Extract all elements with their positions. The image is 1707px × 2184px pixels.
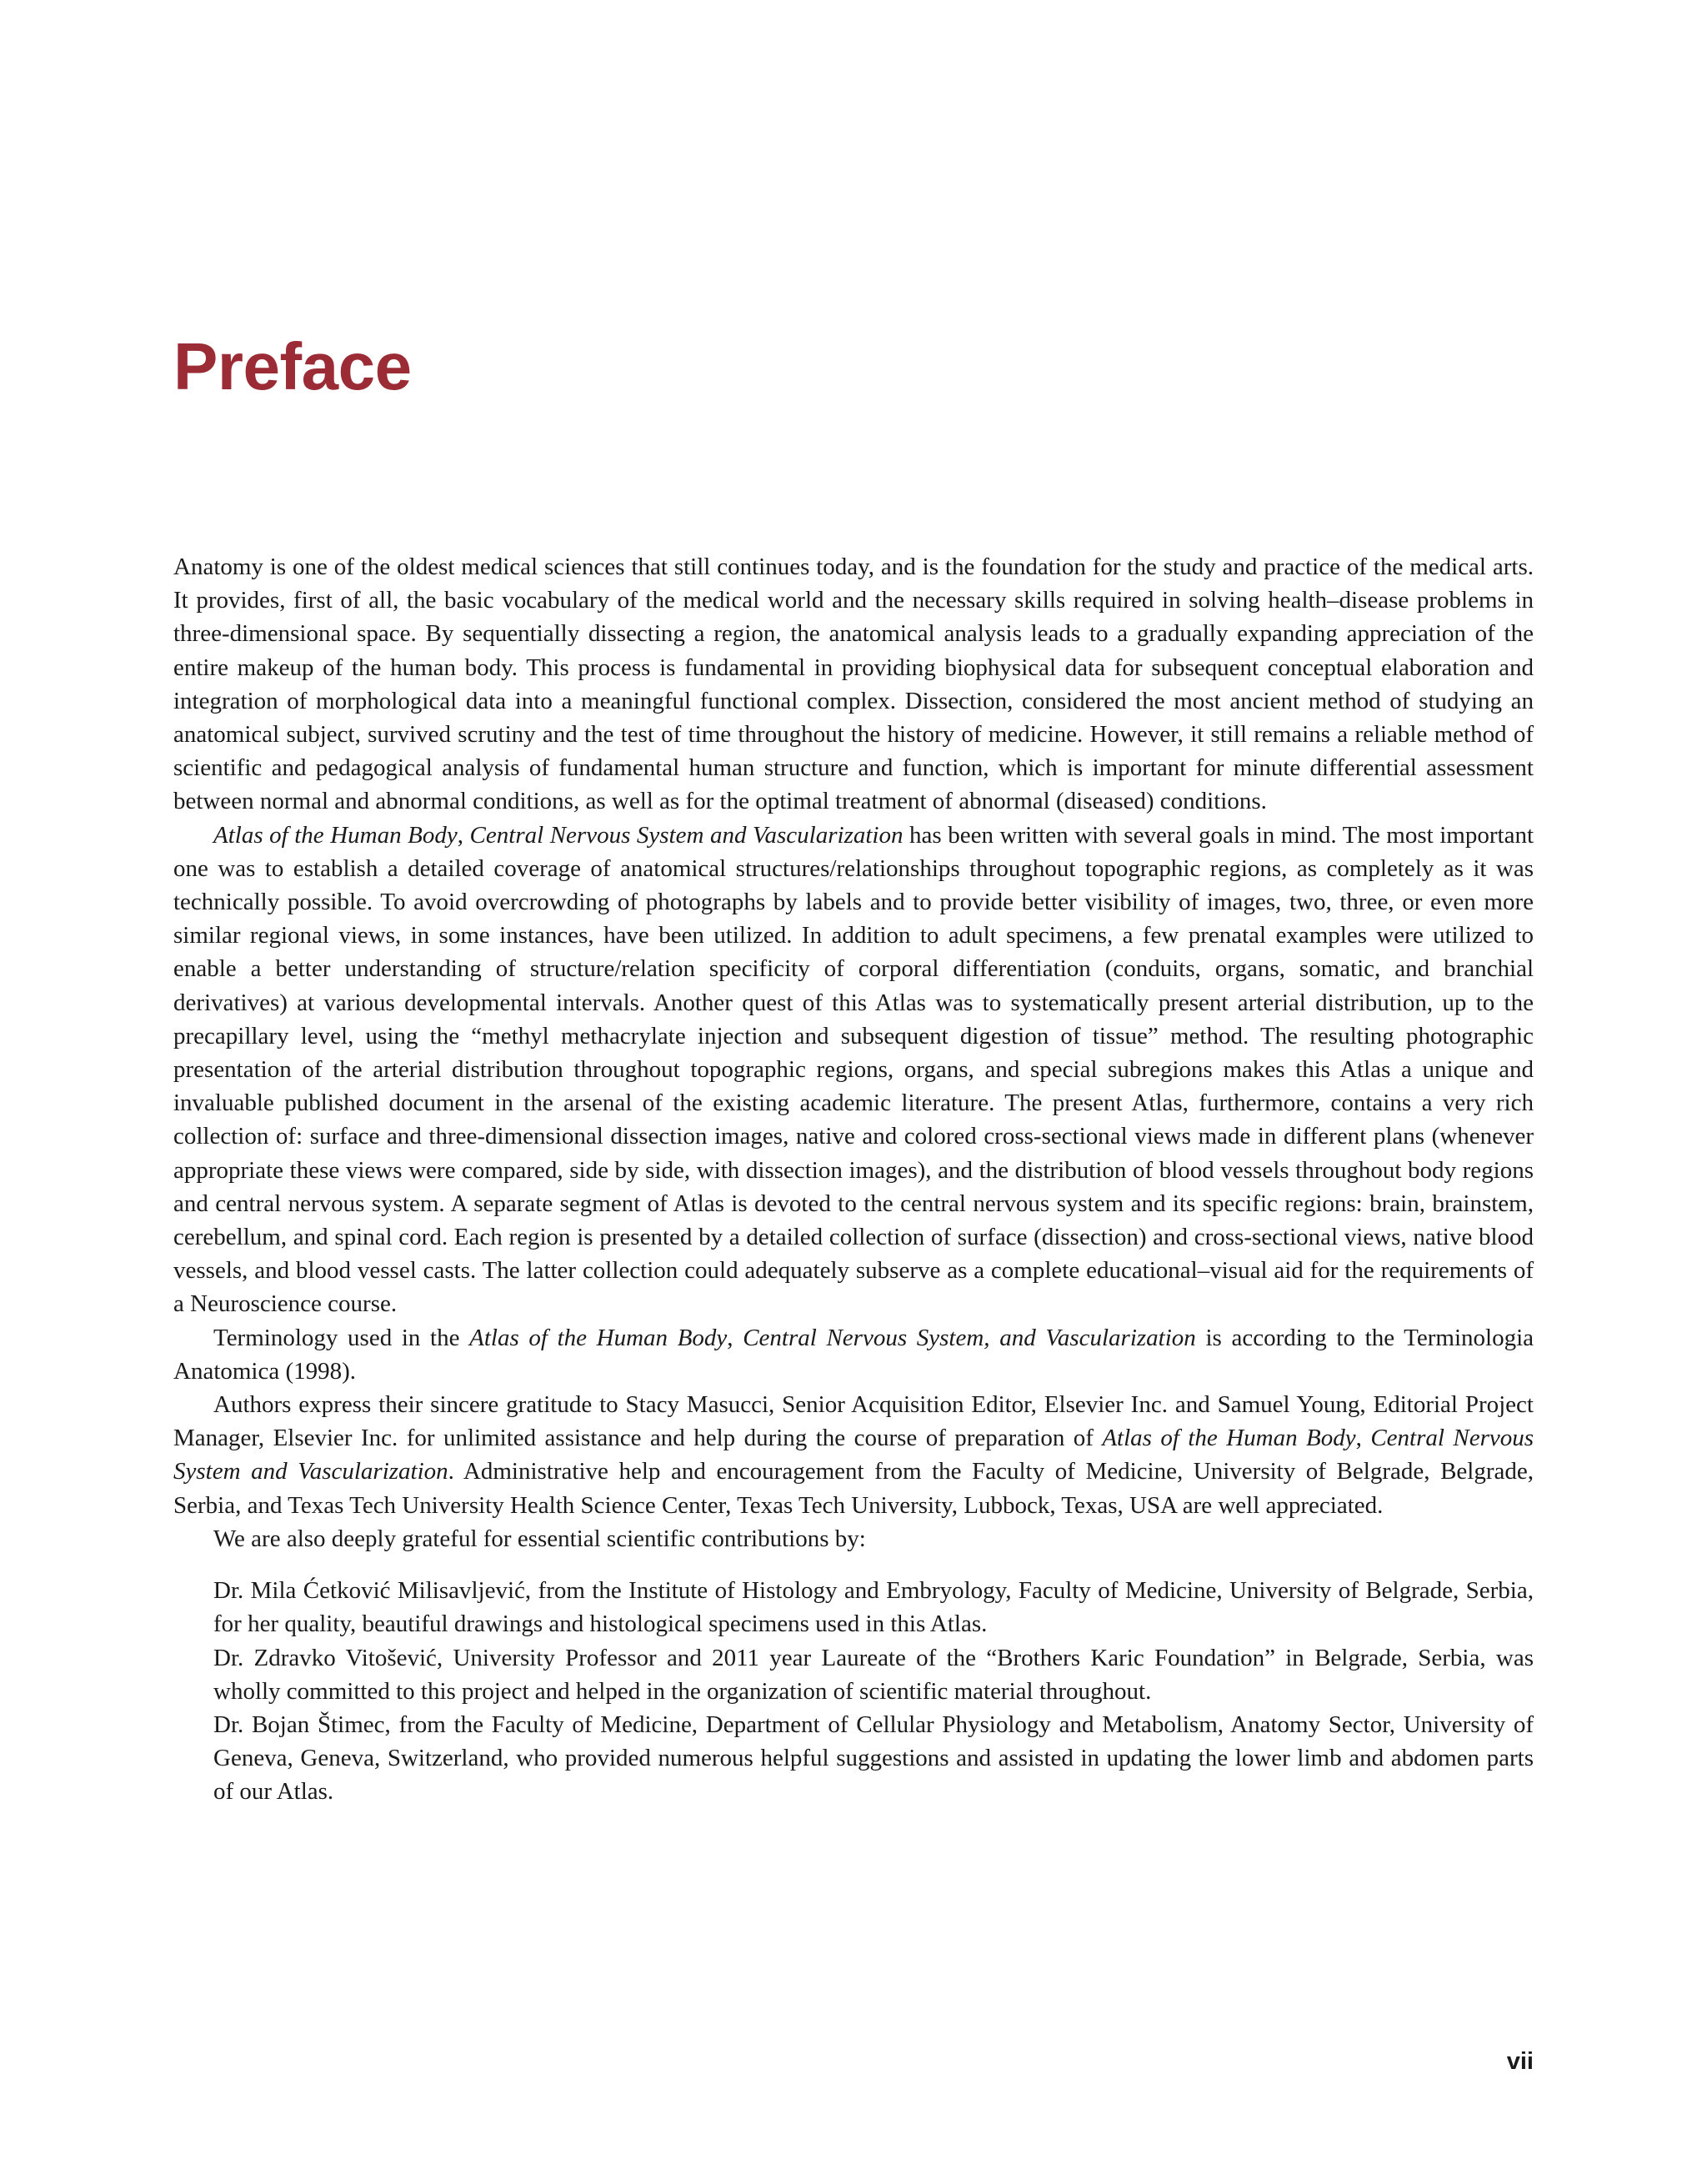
paragraph-terminology-tail: is according to the Terminologia Anatomica (1998). <box>173 1324 1534 1385</box>
book-title-italic: Atlas of the Human Body <box>469 1324 728 1351</box>
paragraph-terminology-lead: Terminology used in the <box>213 1324 470 1351</box>
title-separator: , <box>457 821 470 849</box>
contributor-item: Dr. Bojan Štimec, from the Faculty of Medicine, Department of Cellular Physiology and Metabolism, Anatomy Sector, University of Geneva, Geneva, Switzerland, who provided numerous helpful suggestions and assisted in updating the lower limb and abdomen parts of our Atlas. <box>213 1711 1534 1806</box>
book-subtitle-italic: Central Nervous System, and Vascularization <box>743 1324 1196 1351</box>
paragraph-contributions-intro: We are also deeply grateful for essential scientific contributions by: <box>213 1525 866 1552</box>
paragraph-terminology <box>173 1321 1534 1388</box>
book-subtitle-italic: Central Nervous System and Vascularization <box>173 1425 1534 1485</box>
page-number: vii <box>1506 2048 1534 2075</box>
contributor-item: Dr. Mila Ćetković Milisavljević, from the Institute of Histology and Embryology, Faculty of Medicine, University of Belgrade, Serbia, for her quality, beautiful drawings and histological specimens used in this Atlas. <box>213 1577 1534 1638</box>
title-separator: , <box>1355 1425 1371 1452</box>
title-separator: , <box>727 1324 743 1351</box>
paragraph-intro: Anatomy is one of the oldest medical sciences that still continues today, and is the foundation for the study and practice of the medical arts. It provides, first of all, the basic vocabulary of the medical world and the necessary skills required in solving health–disease problems in three-dimensional space. By sequentially dissecting a region, the anatomical analysis leads to a gradually expanding appreciation of the entire makeup of the human body. This process is fundamental in providing biophysical data for subsequent conceptual elaboration and integration of morphological data into a meaningful functional complex. Dissection, considered the most ancient method of studying an anatomical subject, survived scrutiny and the test of time throughout the history of medicine. However, it still remains a reliable method of scientific and pedagogical analysis of fundamental human structure and function, which is important for minute differential assessment between normal and abnormal conditions, as well as for the optimal treatment of abnormal (diseased) conditions. <box>173 554 1534 815</box>
page-title: Preface <box>173 329 412 403</box>
contributor-item: Dr. Zdravko Vitošević, University Professor and 2011 year Laureate of the “Brothers Karic Foundation” in Belgrade, Serbia, was wholly committed to this project and helped in the organization of scientific material throughout. <box>213 1644 1534 1705</box>
paragraph-ack-lead: Authors express their sincere gratitude to Stacy Masucci, Senior Acquisition Editor, Elsevier Inc. and Samuel Young, Editorial Project Manager, Elsevier Inc. for unlimited assistance and help during the course of preparation of <box>173 1391 1534 1452</box>
book-title-italic: Atlas of the Human Body <box>1102 1425 1356 1452</box>
contributor-list <box>213 1574 1534 1808</box>
paragraph-ack-tail: . Administrative help and encouragement from the Faculty of Medicine, University of Belgrade, Belgrade, Serbia, and Texas Tech University Health Science Center, Texas Tech University, Lubbock, Texas, USA are well appreciated. <box>173 1458 1534 1519</box>
paragraph-goals <box>173 819 1534 1321</box>
book-subtitle-italic: Central Nervous System and Vascularization <box>469 821 904 849</box>
book-title-italic: Atlas of the Human Body <box>213 821 458 849</box>
paragraph-goals-text: has been written with several goals in mind. The most important one was to establish a detailed coverage of anatomical structures/relationships throughout topographic regions, as completely as it was technically possible. To avoid overcrowding of photographs by labels and to provide better visibility of images, two, three, or even more similar regional views, in some instances, have been utilized. In addition to adult specimens, a few prenatal examples were utilized to enable a better understanding of structure/relation specificity of corporal differentiation (conduits, organs, somatic, and branchial derivatives) at various developmental intervals. Another quest of this Atlas was to systematically present arterial distribution, up to the precapillary level, using the “methyl methacrylate injection and subsequent digestion of tissue” method. The resulting photographic presentation of the arterial distribution throughout topographic regions, organs, and special subregions makes this Atlas a unique and invaluable published document in the arsenal of the existing academic literature. The present Atlas, furthermore, contains a very rich collection of: surface and three-dimensional dissection images, native and colored cross-sectional views made in different plans (whenever appropriate these views were compared, side by side, with dissection images), and the distribution of blood vessels throughout body regions and central nervous system. A separate segment of Atlas is devoted to the central nervous system and its specific regions: brain, brainstem, cerebellum, and spinal cord. Each region is presented by a detailed collection of surface (dissection) and cross-sectional views, native blood vessels, and blood vessel casts. The latter collection could adequately subserve as a complete educational–visual aid for the requirements of a Neuroscience course. <box>173 821 1534 1318</box>
preface-body <box>173 550 1534 1809</box>
paragraph-acknowledgements <box>173 1388 1534 1522</box>
